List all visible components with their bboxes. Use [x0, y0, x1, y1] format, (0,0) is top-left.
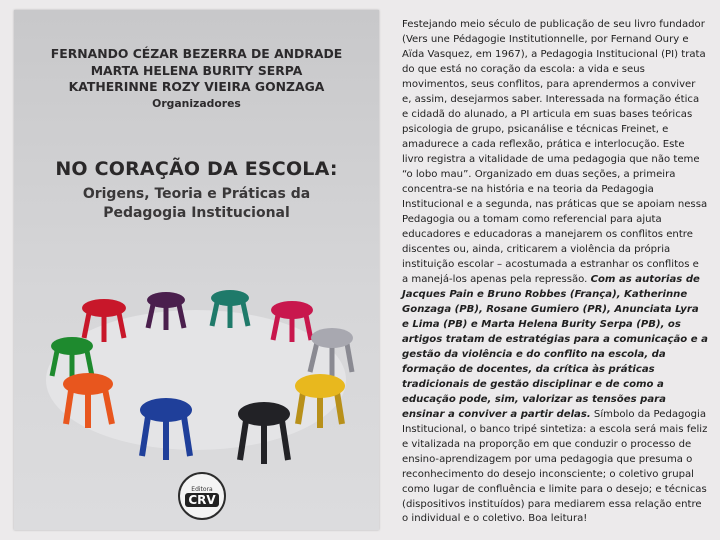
book-subtitle [14, 185, 379, 222]
book-cover [14, 10, 379, 530]
publisher-small-label: Editora [191, 485, 213, 493]
description-text-closing: Símbolo da Pedagogia Institucional, o banco tripé sintetiza: a escola será mais feliz e vitalizada na proporção em que conduzir o processo de ensino-aprendizagem por uma pedagogia que presuma o reconhecimento do desejo inconsciente; o coletivo grupal como lugar de confluência e limite para o desejo; e técnicas (dispositivos instituídos) para mediarem essa relação entre o individual e o coletivo. Boa leitura! [402, 408, 708, 525]
book-title: NO CORAÇÃO DA ESCOLA: [55, 158, 338, 180]
stools-illustration [14, 280, 379, 470]
organizers-label: Organizadores [152, 96, 241, 110]
publisher-logo-text: CRV [185, 493, 218, 507]
publisher-logo [178, 472, 226, 520]
author-name: FERNANDO CÉZAR BEZERRA DE ANDRADE [50, 46, 343, 61]
author-name: KATHERINNE ROZY VIEIRA GONZAGA [68, 79, 325, 94]
author-name: MARTA HELENA BURITY SERPA [90, 62, 303, 78]
subtitle-line: Origens, Teoria e Práticas da [82, 186, 311, 202]
subtitle-line: Pedagogia Institucional [103, 204, 290, 221]
book-description [402, 18, 708, 527]
description-emphasis: Com as autorias de Jacques Pain e Bruno Robbes (França), Katherinne Gonzaga (PB), Rosane Gumiero (PR), Anunciata Lyra e Lima (PB) e Marta Helena Burity Serpa (PB), os artigos tratam de estratégias para a comunicação e a gestão da violência e do conflito na escola, da formação de docentes, da crítica às práticas tradicionais de gestão disciplinar e de como a educação pode, sim, valorizar as tensões para ensinar a conviver a partir delas. [402, 273, 708, 420]
stool-icon [140, 398, 192, 460]
cover-authors [14, 46, 379, 112]
description-text: Festejando meio século de publicação de seu livro fundador (Vers une Pédagogie Institutionnelle, por Fernand Oury e Aïda Vasquez, em 1967), a Pedagogia Institucional (PI) trata do que está no coração da escola: a vida e seus movimentos, seus conflitos, para aprendermos a conviver e, assim, desejarmos saber. Interessada na formação ética e cidadã do alunado, a PI articula em suas bases teóricas psicologia de grupo, psicanálise e técnicas Freinet, e amadurece a cada reflexão, prática e interlocução. Este livro registra a vitalidade de uma pedagogia que não teme “o lobo mau”. Organizado em duas seções, a primeira concentra-se na história e na teoria da Pedagogia Institucional e a segunda, nas práticas que se apoiam nessa Pedagogia ou a tomam como referencial para ajuta educadores e educadoras a manejarem os conflitos entre discentes ou, ainda, criticarem a violência da própria instituição escolar – acostumada a estranhar os conflitos e a manejá-los apenas pela repressão. [402, 19, 708, 285]
stool-icon [238, 402, 290, 464]
